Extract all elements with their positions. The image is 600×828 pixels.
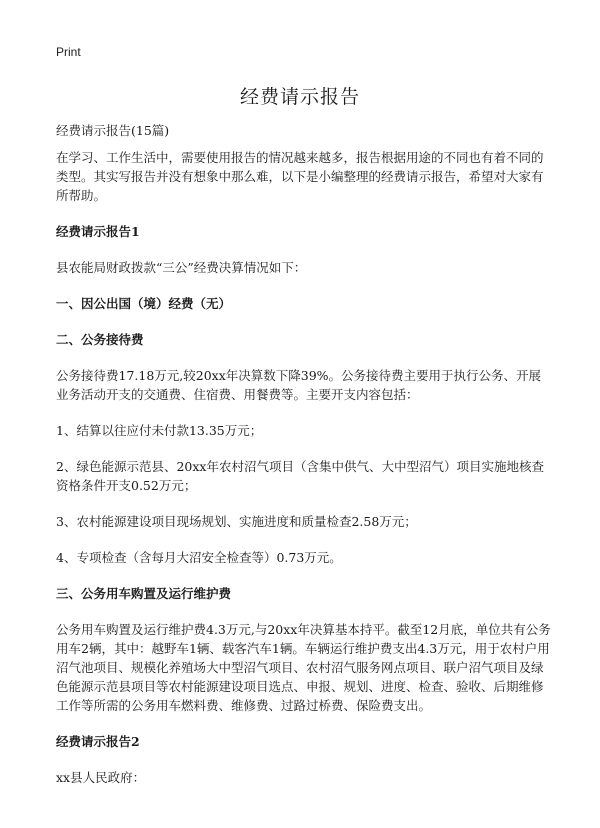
section1-heading: 一、因公出国（境）经费（无）	[56, 296, 232, 311]
section3-paragraph: 公务用车购置及运行维护费4.3万元,与20xx年决算基本持平。截至12月底，单位共有公务用车2辆，其中：越野车1辆、载客汽车1辆。车辆运行维护费支出4.3万元，用于农村户用沼气池项目、规模化养殖场大中型沼气项目、农村沼气服务网点项目、联户沼气项目及绿色能源示范县项目等农村能源建设项目选点、申报、规划、进度、检查、验收、后期维修工作等所需的公务用车燃料费、维修费、过路过桥费、保险费支出。	[56, 622, 551, 713]
list-item-2: 2、绿色能源示范县、20xx年农村沼气项目（含集中供气、大中型沼气）项目实施地核查资格条件开支0.52万元；	[56, 459, 544, 493]
report2-addressee: xx县人民政府：	[56, 770, 146, 785]
print-label: Print	[56, 45, 81, 59]
list-item-4: 4、专项检查（含每月大沼安全检查等）0.73万元。	[56, 550, 342, 565]
list-item-3: 3、农村能源建设项目现场规划、实施进度和质量检查2.58万元；	[56, 514, 417, 529]
report1-lead: 县农能局财政拨款“三公”经费决算情况如下：	[56, 260, 307, 275]
intro-paragraph: 在学习、工作生活中，需要使用报告的情况越来越多，报告根据用途的不同也有着不同的类型。其实写报告并没有想象中那么难，以下是小编整理的经费请示报告，希望对大家有所帮助。	[56, 150, 544, 203]
list-item-1: 1、结算以往应付未付款13.35万元；	[56, 423, 263, 438]
document-body	[56, 121, 552, 787]
document-title: 经费请示报告	[239, 86, 360, 108]
report2-heading: 经费请示报告2	[56, 734, 140, 749]
section2-heading: 二、公务接待费	[56, 332, 144, 347]
section2-paragraph: 公务接待费17.18万元,较20xx年决算数下降39%。公务接待费主要用于执行公务、开展业务活动开支的交通费、住宿费、用餐费等。主要开支内容包括：	[56, 368, 542, 402]
section3-heading: 三、公务用车购置及运行维护费	[56, 586, 232, 601]
intro-line: 经费请示报告(15篇)	[56, 123, 170, 138]
report1-heading: 经费请示报告1	[56, 224, 140, 239]
